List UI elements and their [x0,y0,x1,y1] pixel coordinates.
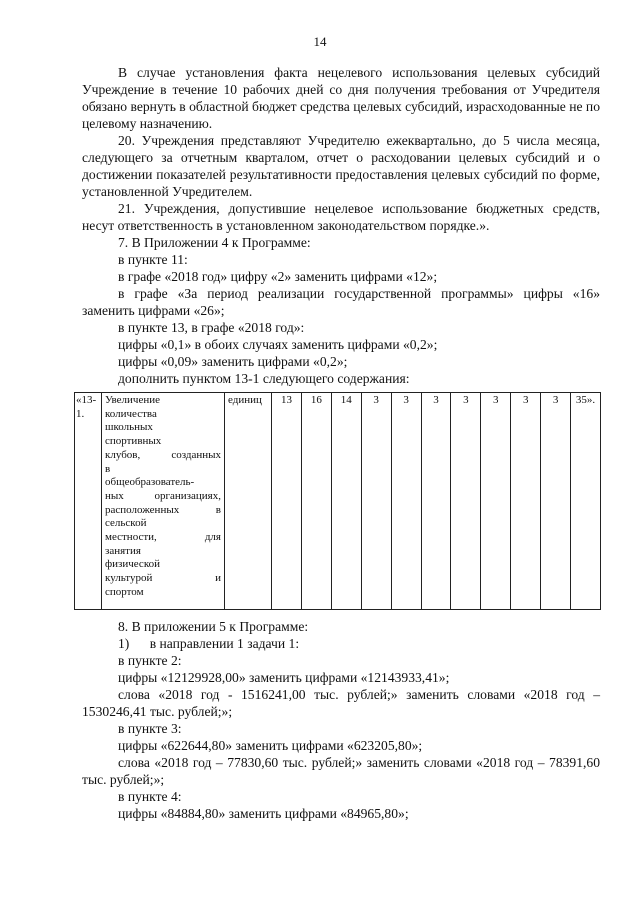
description-line: школьных [105,421,153,434]
value-cell: 3 [511,393,541,610]
paragraph-p9: цифры «0,1» в обоих случаях заменить цифрами «0,2»; [118,337,438,352]
paragraph-p4: 7. В Приложении 4 к Программе: [118,235,311,250]
text-block-top [82,64,600,387]
description-line: спортом [105,585,144,598]
value-cell: 3 [391,393,421,610]
text-block-bottom [82,618,600,822]
value-cell: 3 [421,393,451,610]
paragraph-p1: В случае установления факта нецелевого использования целевых субсидий Учреждение в течение 10 рабочих дней со дня получения требования от Учредителя обязано вернуть в областной бюджет средства целевых субсидий, израсходованные не по целевому назначению. [82,65,600,131]
paragraph-q3: в пункте 2: [118,653,182,668]
paragraph-p2: 20. Учреждения представляют Учредителю ежеквартально, до 5 числа месяца, следующего за отчетным кварталом, отчет о расходовании целевых субсидий и о достижении показателей результативности предоставления целевых субсидий по форме, установленной Учредителем. [82,133,600,199]
paragraph-q5: слова «2018 год - 1516241,00 тыс. рублей;» заменить словами «2018 год – 1530246,41 тыс. рублей;»; [82,687,600,719]
paragraph-q6: в пункте 3: [118,721,182,736]
paragraph-p3: 21. Учреждения, допустившие нецелевое использование бюджетных средств, несут ответственность в установленном законодательством порядке.». [82,201,600,233]
value-cell: 3 [481,393,511,610]
paragraph-p8: в пункте 13, в графе «2018 год»: [118,320,305,335]
description-line: занятия [105,544,141,557]
value-cell: 3 [361,393,391,610]
description-line: культурой и [105,572,221,585]
paragraph-q10: цифры «84884,80» заменить цифрами «84965,80»; [118,806,409,821]
value-cell: 3 [541,393,571,610]
indicator-table [74,392,601,610]
description-line: местности, для [105,531,221,544]
value-cell: 13 [272,393,302,610]
paragraph-q1: 8. В приложении 5 к Программе: [118,619,309,634]
paragraph-p10: цифры «0,09» заменить цифрами «0,2»; [118,354,348,369]
description-line: ных организациях, [105,489,221,502]
paragraph-p6: в графе «2018 год» цифру «2» заменить цифрами «12»; [118,269,438,284]
paragraph-p7: в графе «За период реализации государственной программы» цифры «16» заменить цифрами «26»; [82,286,600,318]
value-cell: 14 [331,393,361,610]
paragraph-q2: 1) в направлении 1 задачи 1: [118,636,300,651]
description-line: клубов, созданных [105,448,221,461]
table-row [75,393,601,610]
description-line: общеобразователь- [105,476,195,489]
unit-cell: единиц [225,393,272,610]
description-cell [102,393,225,610]
paragraph-q9: в пункте 4: [118,789,182,804]
paragraph-q7: цифры «622644,80» заменить цифрами «623205,80»; [118,738,423,753]
paragraph-q4: цифры «12129928,00» заменить цифрами «12143933,41»; [118,670,450,685]
description-line: в [105,462,111,475]
value-cell: 35». [571,393,601,610]
description-line: физической [105,558,160,571]
description-line: количества [105,407,157,420]
value-cell: 3 [451,393,481,610]
page-number: 14 [313,34,327,49]
description-line: Увеличение [105,394,161,406]
description-line: расположенных в [105,503,221,516]
description-line: сельской [105,517,147,530]
paragraph-q8: слова «2018 год – 77830,60 тыс. рублей;» заменить словами «2018 год – 78391,60 тыс. рублей;»; [82,755,600,787]
paragraph-p5: в пункте 11: [118,252,188,267]
row-label-cell: «13-1. [75,393,102,610]
paragraph-p11: дополнить пунктом 13-1 следующего содержания: [118,371,410,386]
value-cell: 16 [301,393,331,610]
description-line: спортивных [105,435,162,448]
